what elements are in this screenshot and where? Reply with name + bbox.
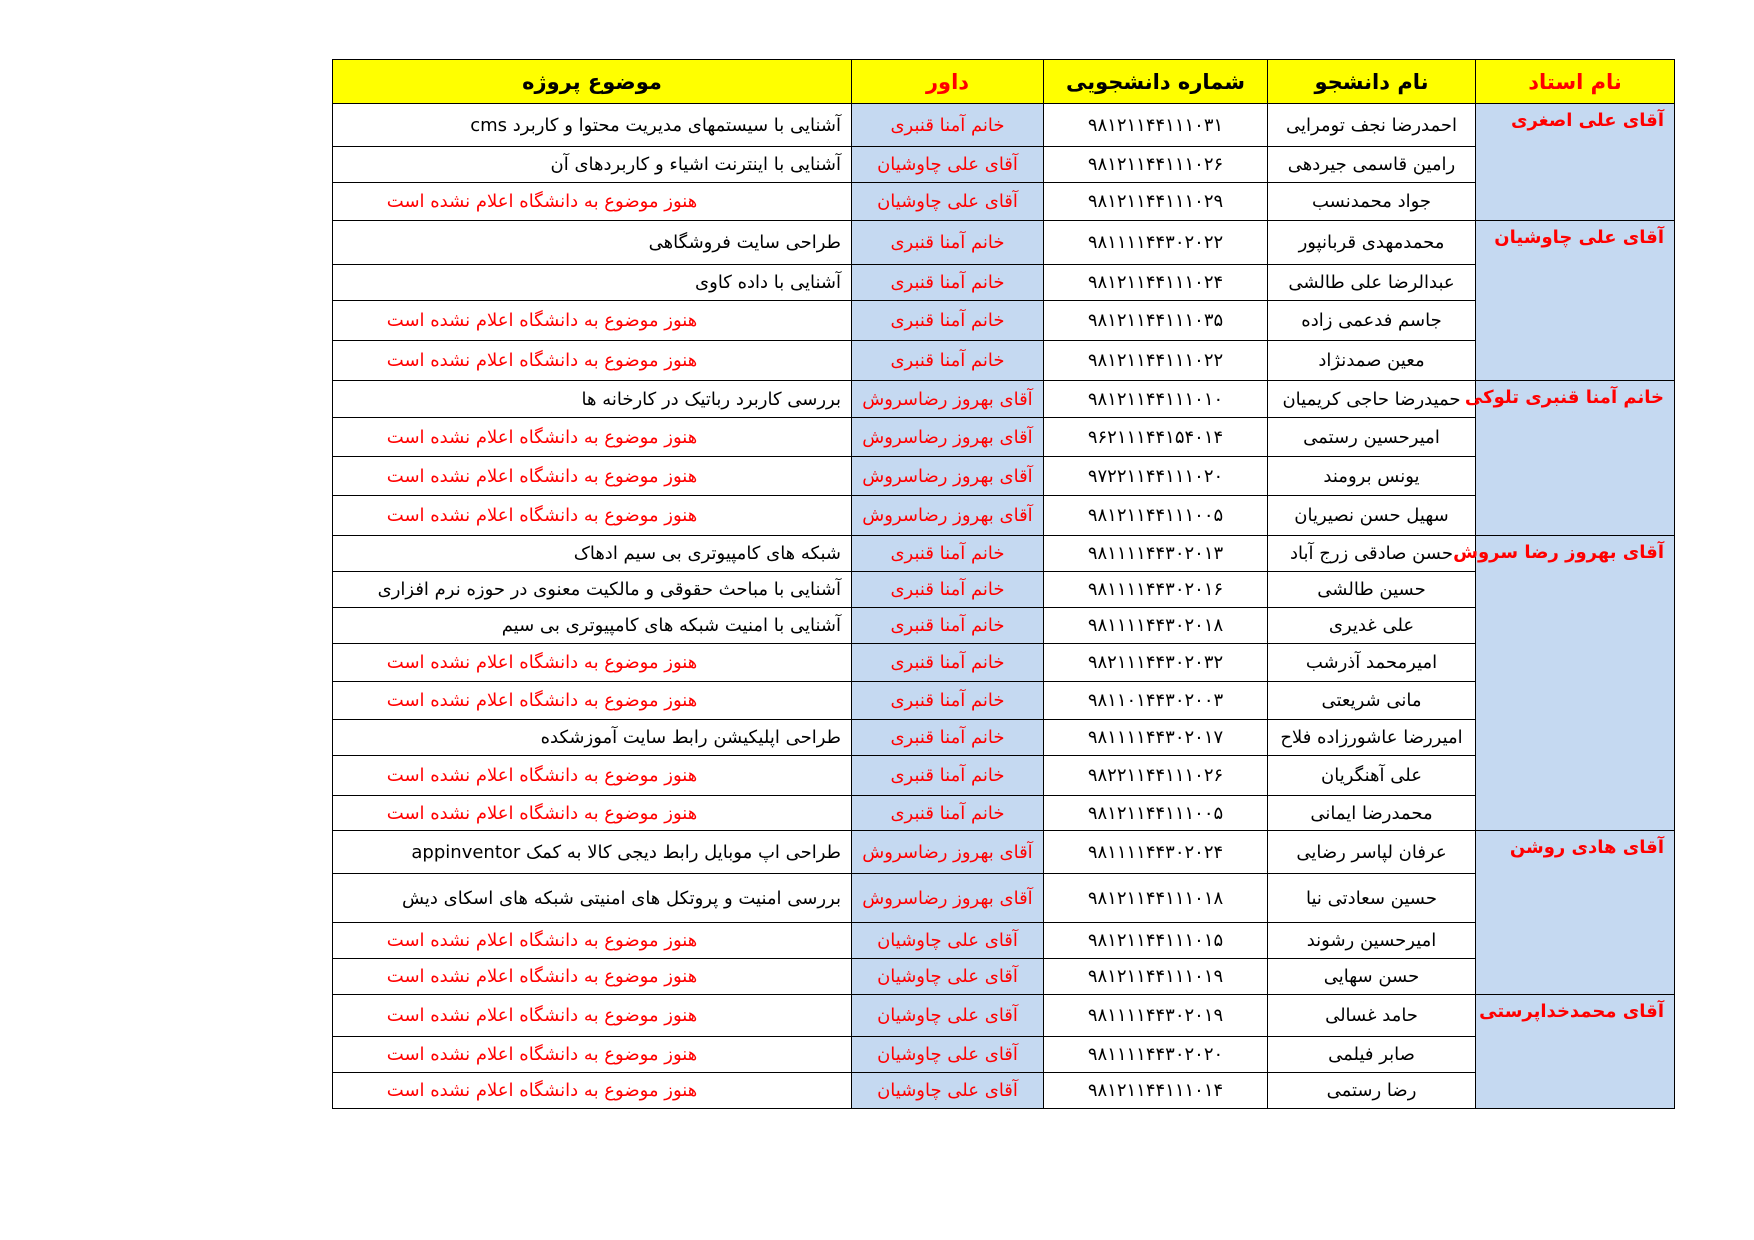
table-row (333, 1037, 1675, 1073)
student-name-cell: امیرحسین رستمی (1268, 418, 1476, 457)
header-student-id: شماره دانشجویی (1044, 60, 1268, 104)
table-row (333, 995, 1675, 1037)
student-id-cell: ۹۸۱۲۱۱۴۴۱۱۱۰۳۵ (1044, 301, 1268, 341)
project-topic-cell: هنوز موضوع به دانشگاه اعلام نشده است (333, 457, 852, 496)
student-name-cell: حسین طالشی (1268, 572, 1476, 608)
table-row (333, 923, 1675, 959)
student-name-cell: رامین قاسمی جیردهی (1268, 147, 1476, 183)
project-topic-cell: هنوز موضوع به دانشگاه اعلام نشده است (333, 959, 852, 995)
judge-cell: خانم آمنا قنبری (852, 608, 1044, 644)
judge-cell: خانم آمنا قنبری (852, 796, 1044, 831)
project-topic-cell: آشنایی با اینترنت اشیاء و کاربردهای آن (333, 147, 852, 183)
student-id-cell: ۹۸۱۲۱۱۴۴۱۱۱۰۲۴ (1044, 265, 1268, 301)
student-id-cell: ۹۸۱۱۱۱۴۴۳۰۲۰۲۴ (1044, 831, 1268, 874)
judge-cell: خانم آمنا قنبری (852, 536, 1044, 572)
professor-cell: آقای محمدخداپرستی (1476, 995, 1675, 1109)
table-row (333, 265, 1675, 301)
student-id-cell: ۹۶۲۱۱۱۴۴۱۵۴۰۱۴ (1044, 418, 1268, 457)
project-topic-cell: هنوز موضوع به دانشگاه اعلام نشده است (333, 183, 852, 221)
judge-cell: آقای بهروز رضاسروش (852, 496, 1044, 536)
table-row (333, 536, 1675, 572)
professor-cell: آقای علی اصغری (1476, 104, 1675, 221)
table-row (333, 496, 1675, 536)
project-assignment-table (332, 59, 1675, 1109)
student-id-cell: ۹۸۱۱۱۱۴۴۳۰۲۰۱۹ (1044, 995, 1268, 1037)
project-topic-cell: هنوز موضوع به دانشگاه اعلام نشده است (333, 756, 852, 796)
student-name-cell: عرفان لپاسر رضایی (1268, 831, 1476, 874)
judge-cell: آقای بهروز رضاسروش (852, 418, 1044, 457)
student-name-cell: عبدالرضا علی طالشی (1268, 265, 1476, 301)
project-topic-cell: هنوز موضوع به دانشگاه اعلام نشده است (333, 923, 852, 959)
student-id-cell: ۹۸۱۲۱۱۴۴۱۱۱۰۱۸ (1044, 874, 1268, 923)
student-name-cell: یونس برومند (1268, 457, 1476, 496)
professor-cell: آقای علی چاوشیان (1476, 221, 1675, 381)
table-row (333, 608, 1675, 644)
table-row (333, 831, 1675, 874)
judge-cell: آقای علی چاوشیان (852, 995, 1044, 1037)
student-id-cell: ۹۸۱۱۱۱۴۴۳۰۲۰۱۳ (1044, 536, 1268, 572)
project-topic-cell: بررسی امنیت و پروتکل های امنیتی شبکه های اسکای دیش (333, 874, 852, 923)
student-id-cell: ۹۸۱۲۱۱۴۴۱۱۱۰۱۰ (1044, 381, 1268, 418)
professor-cell: آقای بهروز رضا سروش (1476, 536, 1675, 831)
student-name-cell: جاسم فدعمی زاده (1268, 301, 1476, 341)
student-name-cell: احمدرضا نجف تومرایی (1268, 104, 1476, 147)
student-id-cell: ۹۷۲۲۱۱۴۴۱۱۱۰۲۰ (1044, 457, 1268, 496)
student-name-cell: محمدرضا ایمانی (1268, 796, 1476, 831)
table-row (333, 682, 1675, 720)
table-row (333, 147, 1675, 183)
table-row (333, 183, 1675, 221)
student-name-cell: امیرحسین رشوند (1268, 923, 1476, 959)
student-name-cell: رضا رستمی (1268, 1073, 1476, 1109)
table-row (333, 381, 1675, 418)
student-id-cell: ۹۸۱۱۱۱۴۴۳۰۲۰۱۶ (1044, 572, 1268, 608)
student-id-cell: ۹۸۱۲۱۱۴۴۱۱۱۰۰۵ (1044, 496, 1268, 536)
student-name-cell: حسن صادقی زرج آباد (1268, 536, 1476, 572)
professor-cell: آقای هادی روشن (1476, 831, 1675, 995)
project-topic-cell: هنوز موضوع به دانشگاه اعلام نشده است (333, 496, 852, 536)
table-row (333, 572, 1675, 608)
judge-cell: خانم آمنا قنبری (852, 644, 1044, 682)
student-name-cell: مانی شریعتی (1268, 682, 1476, 720)
project-topic-cell: آشنایی با مباحث حقوقی و مالکیت معنوی در حوزه نرم افزاری (333, 572, 852, 608)
student-id-cell: ۹۸۱۲۱۱۴۴۱۱۱۰۲۶ (1044, 147, 1268, 183)
table-row (333, 104, 1675, 147)
judge-cell: خانم آمنا قنبری (852, 756, 1044, 796)
student-name-cell: محمدمهدی قربانپور (1268, 221, 1476, 265)
judge-cell: خانم آمنا قنبری (852, 301, 1044, 341)
project-topic-cell: طراحی اپ موبایل رابط دیجی کالا به کمک appinventor (333, 831, 852, 874)
student-id-cell: ۹۸۱۲۱۱۴۴۱۱۱۰۲۲ (1044, 341, 1268, 381)
judge-cell: آقای بهروز رضاسروش (852, 874, 1044, 923)
student-id-cell: ۹۸۱۲۱۱۴۴۱۱۱۰۱۹ (1044, 959, 1268, 995)
project-topic-cell: شبکه های کامپیوتری بی سیم ادهاک (333, 536, 852, 572)
student-id-cell: ۹۸۱۲۱۱۴۴۱۱۱۰۱۵ (1044, 923, 1268, 959)
student-id-cell: ۹۸۱۲۱۱۴۴۱۱۱۰۱۴ (1044, 1073, 1268, 1109)
project-topic-cell: بررسی کاربرد رباتیک در کارخانه ها (333, 381, 852, 418)
student-id-cell: ۹۸۲۲۱۱۴۴۱۱۱۰۲۶ (1044, 756, 1268, 796)
judge-cell: آقای علی چاوشیان (852, 147, 1044, 183)
table-row (333, 301, 1675, 341)
judge-cell: آقای بهروز رضاسروش (852, 831, 1044, 874)
judge-cell: خانم آمنا قنبری (852, 682, 1044, 720)
judge-cell: خانم آمنا قنبری (852, 265, 1044, 301)
project-topic-cell: هنوز موضوع به دانشگاه اعلام نشده است (333, 1037, 852, 1073)
project-topic-cell: هنوز موضوع به دانشگاه اعلام نشده است (333, 341, 852, 381)
student-name-cell: علی آهنگریان (1268, 756, 1476, 796)
table-row (333, 221, 1675, 265)
project-topic-cell: هنوز موضوع به دانشگاه اعلام نشده است (333, 995, 852, 1037)
student-id-cell: ۹۸۱۱۱۱۴۴۳۰۲۰۱۸ (1044, 608, 1268, 644)
student-id-cell: ۹۸۱۲۱۱۴۴۱۱۱۰۲۹ (1044, 183, 1268, 221)
student-name-cell: جواد محمدنسب (1268, 183, 1476, 221)
project-topic-cell: هنوز موضوع به دانشگاه اعلام نشده است (333, 1073, 852, 1109)
judge-cell: خانم آمنا قنبری (852, 572, 1044, 608)
judge-cell: خانم آمنا قنبری (852, 720, 1044, 756)
header-professor: نام استاد (1476, 60, 1675, 104)
student-name-cell: علی غدیری (1268, 608, 1476, 644)
table-row (333, 756, 1675, 796)
judge-cell: آقای بهروز رضاسروش (852, 381, 1044, 418)
table-row (333, 874, 1675, 923)
table-row (333, 418, 1675, 457)
project-topic-cell: طراحی سایت فروشگاهی (333, 221, 852, 265)
project-topic-cell: هنوز موضوع به دانشگاه اعلام نشده است (333, 796, 852, 831)
table-row (333, 796, 1675, 831)
table-row (333, 644, 1675, 682)
table-row (333, 457, 1675, 496)
table-row (333, 959, 1675, 995)
project-topic-cell: هنوز موضوع به دانشگاه اعلام نشده است (333, 644, 852, 682)
project-topic-cell: هنوز موضوع به دانشگاه اعلام نشده است (333, 301, 852, 341)
header-judge: داور (852, 60, 1044, 104)
student-name-cell: معین صمدنژاد (1268, 341, 1476, 381)
header-student-name: نام دانشجو (1268, 60, 1476, 104)
student-name-cell: حامد غسالی (1268, 995, 1476, 1037)
student-name-cell: صابر فیلمی (1268, 1037, 1476, 1073)
student-id-cell: ۹۸۱۱۱۱۴۴۳۰۲۰۱۷ (1044, 720, 1268, 756)
student-id-cell: ۹۸۱۲۱۱۴۴۱۱۱۰۳۱ (1044, 104, 1268, 147)
judge-cell: خانم آمنا قنبری (852, 104, 1044, 147)
student-name-cell: امیررضا عاشورزاده فلاح (1268, 720, 1476, 756)
student-id-cell: ۹۸۲۱۱۱۴۴۳۰۲۰۳۲ (1044, 644, 1268, 682)
student-id-cell: ۹۸۱۲۱۱۴۴۱۱۱۰۰۵ (1044, 796, 1268, 831)
judge-cell: آقای بهروز رضاسروش (852, 457, 1044, 496)
student-name-cell: حسن سهایی (1268, 959, 1476, 995)
header-row (333, 60, 1675, 104)
judge-cell: آقای علی چاوشیان (852, 1073, 1044, 1109)
header-topic: موضوع پروژه (333, 60, 852, 104)
table-row (333, 1073, 1675, 1109)
student-name-cell: حمیدرضا حاجی کریمیان (1268, 381, 1476, 418)
student-id-cell: ۹۸۱۱۰۱۴۴۳۰۲۰۰۳ (1044, 682, 1268, 720)
student-id-cell: ۹۸۱۱۱۱۴۴۳۰۲۰۲۲ (1044, 221, 1268, 265)
student-name-cell: سهیل حسن نصیریان (1268, 496, 1476, 536)
judge-cell: خانم آمنا قنبری (852, 221, 1044, 265)
project-topic-cell: آشنایی با داده کاوی (333, 265, 852, 301)
project-topic-cell: هنوز موضوع به دانشگاه اعلام نشده است (333, 682, 852, 720)
student-name-cell: امیرمحمد آذرشب (1268, 644, 1476, 682)
table-row (333, 341, 1675, 381)
student-name-cell: حسین سعادتی نیا (1268, 874, 1476, 923)
project-topic-cell: آشنایی با امنیت شبکه های کامپیوتری بی سیم (333, 608, 852, 644)
project-topic-cell: هنوز موضوع به دانشگاه اعلام نشده است (333, 418, 852, 457)
project-topic-cell: طراحی اپلیکیشن رابط سایت آموزشکده (333, 720, 852, 756)
judge-cell: آقای علی چاوشیان (852, 183, 1044, 221)
judge-cell: آقای علی چاوشیان (852, 923, 1044, 959)
table-row (333, 720, 1675, 756)
judge-cell: آقای علی چاوشیان (852, 959, 1044, 995)
project-topic-cell: آشنایی با سیستمهای مدیریت محتوا و کاربرد cms (333, 104, 852, 147)
judge-cell: خانم آمنا قنبری (852, 341, 1044, 381)
professor-cell: خانم آمنا قنبری تلوکی (1476, 381, 1675, 536)
judge-cell: آقای علی چاوشیان (852, 1037, 1044, 1073)
student-id-cell: ۹۸۱۱۱۱۴۴۳۰۲۰۲۰ (1044, 1037, 1268, 1073)
